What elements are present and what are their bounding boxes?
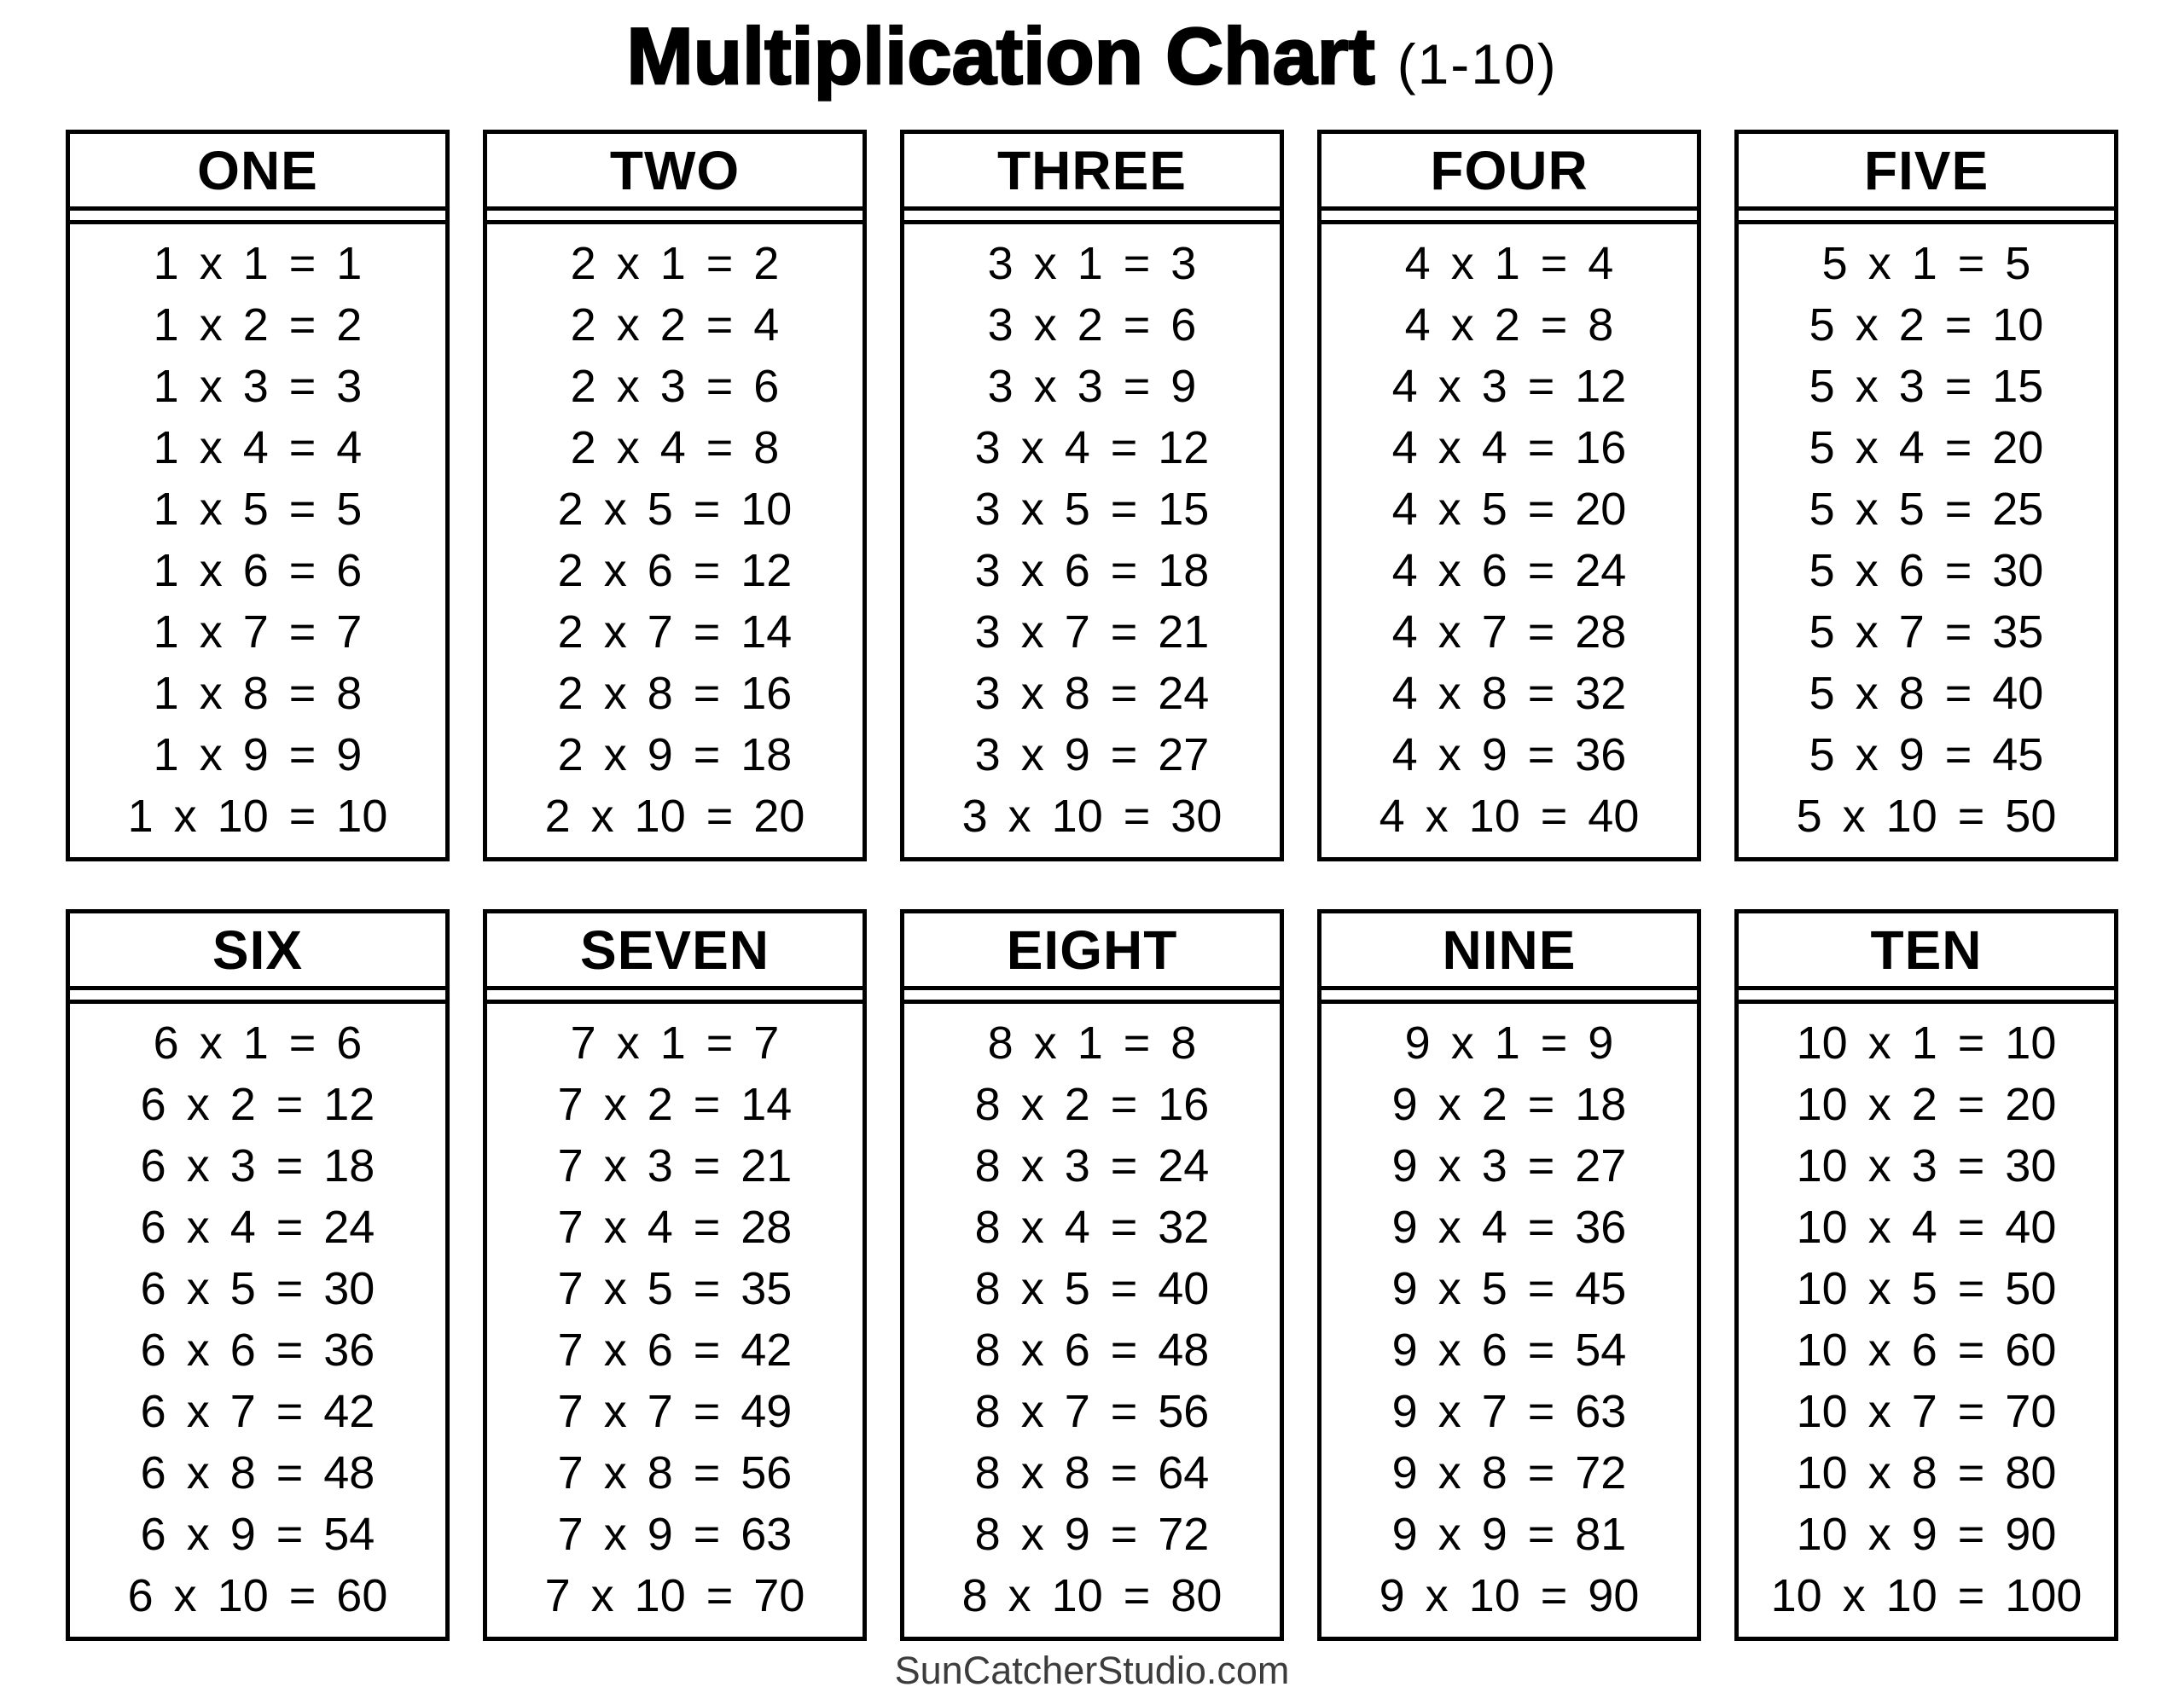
fact-row: 2 x 3 = 6: [570, 361, 780, 412]
fact-row: 4 x 4 = 16: [1391, 422, 1627, 473]
fact-row: 5 x 10 = 50: [1796, 791, 2057, 842]
fact-row: 8 x 1 = 8: [987, 1017, 1197, 1069]
card-body: [1739, 224, 2114, 857]
card-header: [1739, 134, 2114, 211]
header-divider: [904, 990, 1280, 1004]
card-title: THREE: [997, 139, 1187, 201]
fact-row: 2 x 9 = 18: [557, 729, 793, 780]
fact-row: 6 x 3 = 18: [140, 1140, 375, 1191]
fact-row: 7 x 9 = 63: [557, 1509, 793, 1560]
fact-row: 1 x 10 = 10: [127, 791, 388, 842]
fact-row: 10 x 3 = 30: [1796, 1140, 2057, 1191]
card-body: [904, 224, 1280, 857]
header-divider: [70, 990, 445, 1004]
fact-row: 1 x 8 = 8: [153, 668, 363, 719]
header-divider: [1321, 211, 1697, 224]
fact-row: 5 x 1 = 5: [1821, 238, 2031, 289]
cards-grid: [66, 130, 2118, 1641]
card-title: SIX: [212, 919, 304, 981]
header-divider: [70, 211, 445, 224]
fact-row: 1 x 7 = 7: [153, 606, 363, 658]
card-header: [904, 913, 1280, 990]
fact-row: 2 x 4 = 8: [570, 422, 780, 473]
fact-row: 1 x 1 = 1: [153, 238, 363, 289]
fact-row: 7 x 7 = 49: [557, 1386, 793, 1437]
title-range: (1-10): [1397, 32, 1558, 96]
card-header: [1739, 913, 2114, 990]
fact-row: 4 x 5 = 20: [1391, 484, 1627, 535]
fact-row: 9 x 3 = 27: [1391, 1140, 1627, 1191]
fact-row: 7 x 1 = 7: [570, 1017, 780, 1069]
fact-row: 4 x 2 = 8: [1404, 299, 1614, 351]
fact-row: 6 x 6 = 36: [140, 1325, 375, 1376]
fact-row: 2 x 7 = 14: [557, 606, 793, 658]
card-title: TWO: [609, 139, 741, 201]
card-header: [1321, 913, 1697, 990]
fact-row: 6 x 5 = 30: [140, 1263, 375, 1314]
card-body: [904, 1004, 1280, 1637]
fact-row: 2 x 6 = 12: [557, 545, 793, 596]
card-body: [1321, 1004, 1697, 1637]
fact-row: 5 x 8 = 40: [1809, 668, 2044, 719]
fact-row: 10 x 5 = 50: [1796, 1263, 2057, 1314]
fact-row: 7 x 5 = 35: [557, 1263, 793, 1314]
fact-row: 3 x 2 = 6: [987, 299, 1197, 351]
fact-row: 9 x 7 = 63: [1391, 1386, 1627, 1437]
fact-row: 5 x 4 = 20: [1809, 422, 2044, 473]
fact-row: 8 x 5 = 40: [974, 1263, 1210, 1314]
fact-row: 1 x 9 = 9: [153, 729, 363, 780]
fact-row: 4 x 6 = 24: [1391, 545, 1627, 596]
fact-row: 6 x 10 = 60: [127, 1570, 388, 1621]
card-title: FOUR: [1430, 139, 1589, 201]
title-text: Multiplication Chart: [626, 11, 1375, 101]
fact-row: 3 x 7 = 21: [974, 606, 1210, 658]
fact-row: 5 x 2 = 10: [1809, 299, 2044, 351]
footer-credit: SunCatcherStudio.com: [894, 1649, 1290, 1687]
fact-row: 9 x 6 = 54: [1391, 1325, 1627, 1376]
fact-row: 10 x 1 = 10: [1796, 1017, 2057, 1069]
fact-row: 1 x 6 = 6: [153, 545, 363, 596]
card-body: [1739, 1004, 2114, 1637]
fact-row: 6 x 2 = 12: [140, 1079, 375, 1130]
card-header: [70, 913, 445, 990]
fact-row: 8 x 6 = 48: [974, 1325, 1210, 1376]
fact-row: 4 x 9 = 36: [1391, 729, 1627, 780]
times-table-card: [1734, 130, 2118, 861]
times-table-card: [66, 130, 450, 861]
fact-row: 6 x 9 = 54: [140, 1509, 375, 1560]
fact-row: 7 x 4 = 28: [557, 1202, 793, 1253]
fact-row: 10 x 8 = 80: [1796, 1447, 2057, 1499]
fact-row: 1 x 3 = 3: [153, 361, 363, 412]
fact-row: 7 x 6 = 42: [557, 1325, 793, 1376]
fact-row: 1 x 5 = 5: [153, 484, 363, 535]
fact-row: 8 x 8 = 64: [974, 1447, 1210, 1499]
fact-row: 6 x 8 = 48: [140, 1447, 375, 1499]
footer: [0, 1649, 2184, 1687]
fact-row: 3 x 4 = 12: [974, 422, 1210, 473]
card-title: EIGHT: [1006, 919, 1178, 981]
fact-row: 6 x 4 = 24: [140, 1202, 375, 1253]
card-header: [1321, 134, 1697, 211]
fact-row: 9 x 9 = 81: [1391, 1509, 1627, 1560]
fact-row: 4 x 1 = 4: [1404, 238, 1614, 289]
fact-row: 2 x 10 = 20: [544, 791, 805, 842]
card-header: [70, 134, 445, 211]
fact-row: 1 x 4 = 4: [153, 422, 363, 473]
card-title: NINE: [1442, 919, 1577, 981]
fact-row: 10 x 9 = 90: [1796, 1509, 2057, 1560]
fact-row: 6 x 1 = 6: [153, 1017, 363, 1069]
header-divider: [1739, 990, 2114, 1004]
fact-row: 10 x 7 = 70: [1796, 1386, 2057, 1437]
fact-row: 9 x 1 = 9: [1404, 1017, 1614, 1069]
fact-row: 5 x 3 = 15: [1809, 361, 2044, 412]
times-table-card: [483, 130, 867, 861]
card-header: [487, 913, 863, 990]
fact-row: 3 x 5 = 15: [974, 484, 1210, 535]
fact-row: 6 x 7 = 42: [140, 1386, 375, 1437]
card-title: TEN: [1870, 919, 1983, 981]
card-header: [904, 134, 1280, 211]
header-divider: [1321, 990, 1697, 1004]
card-body: [487, 224, 863, 857]
fact-row: 3 x 3 = 9: [987, 361, 1197, 412]
fact-row: 8 x 3 = 24: [974, 1140, 1210, 1191]
card-title: FIVE: [1863, 139, 1989, 201]
fact-row: 5 x 6 = 30: [1809, 545, 2044, 596]
fact-row: 8 x 2 = 16: [974, 1079, 1210, 1130]
fact-row: 3 x 6 = 18: [974, 545, 1210, 596]
card-title: SEVEN: [580, 919, 770, 981]
page-title: [0, 0, 2184, 113]
fact-row: 3 x 1 = 3: [987, 238, 1197, 289]
fact-row: 7 x 3 = 21: [557, 1140, 793, 1191]
fact-row: 9 x 5 = 45: [1391, 1263, 1627, 1314]
fact-row: 2 x 1 = 2: [570, 238, 780, 289]
times-table-card: [1734, 909, 2118, 1641]
fact-row: 9 x 4 = 36: [1391, 1202, 1627, 1253]
fact-row: 1 x 2 = 2: [153, 299, 363, 351]
card-title: ONE: [197, 139, 318, 201]
header-divider: [487, 211, 863, 224]
fact-row: 9 x 10 = 90: [1379, 1570, 1640, 1621]
fact-row: 9 x 2 = 18: [1391, 1079, 1627, 1130]
fact-row: 2 x 5 = 10: [557, 484, 793, 535]
fact-row: 8 x 4 = 32: [974, 1202, 1210, 1253]
times-table-card: [900, 909, 1284, 1641]
fact-row: 10 x 4 = 40: [1796, 1202, 2057, 1253]
fact-row: 4 x 8 = 32: [1391, 668, 1627, 719]
header-divider: [487, 990, 863, 1004]
times-table-card: [483, 909, 867, 1641]
fact-row: 3 x 8 = 24: [974, 668, 1210, 719]
fact-row: 8 x 9 = 72: [974, 1509, 1210, 1560]
card-body: [70, 224, 445, 857]
card-body: [1321, 224, 1697, 857]
fact-row: 9 x 8 = 72: [1391, 1447, 1627, 1499]
fact-row: 5 x 9 = 45: [1809, 729, 2044, 780]
fact-row: 8 x 7 = 56: [974, 1386, 1210, 1437]
fact-row: 3 x 10 = 30: [961, 791, 1223, 842]
fact-row: 7 x 2 = 14: [557, 1079, 793, 1130]
fact-row: 5 x 5 = 25: [1809, 484, 2044, 535]
times-table-card: [1317, 130, 1701, 861]
fact-row: 8 x 10 = 80: [961, 1570, 1223, 1621]
fact-row: 3 x 9 = 27: [974, 729, 1210, 780]
fact-row: 4 x 7 = 28: [1391, 606, 1627, 658]
times-table-card: [66, 909, 450, 1641]
header-divider: [1739, 211, 2114, 224]
times-table-card: [1317, 909, 1701, 1641]
fact-row: 10 x 6 = 60: [1796, 1325, 2057, 1376]
fact-row: 5 x 7 = 35: [1809, 606, 2044, 658]
card-header: [487, 134, 863, 211]
fact-row: 7 x 10 = 70: [544, 1570, 805, 1621]
header-divider: [904, 211, 1280, 224]
fact-row: 2 x 2 = 4: [570, 299, 780, 351]
fact-row: 2 x 8 = 16: [557, 668, 793, 719]
fact-row: 10 x 10 = 100: [1770, 1570, 2082, 1621]
fact-row: 4 x 10 = 40: [1379, 791, 1640, 842]
fact-row: 7 x 8 = 56: [557, 1447, 793, 1499]
times-table-card: [900, 130, 1284, 861]
fact-row: 10 x 2 = 20: [1796, 1079, 2057, 1130]
card-body: [70, 1004, 445, 1637]
fact-row: 4 x 3 = 12: [1391, 361, 1627, 412]
card-body: [487, 1004, 863, 1637]
